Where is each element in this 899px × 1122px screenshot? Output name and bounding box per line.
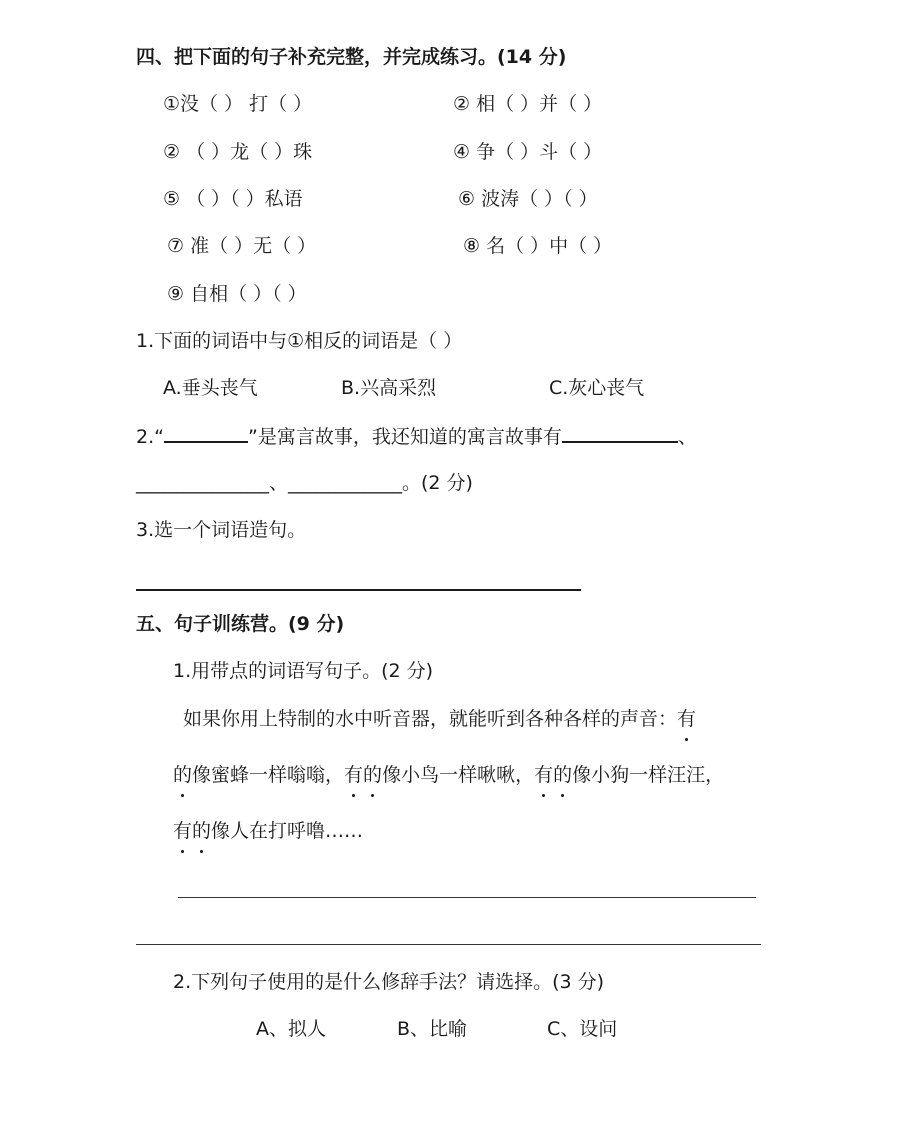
idiom-item-8: ⑧ 名（ ）中（ ）	[463, 235, 613, 257]
dotted-word: 有	[173, 820, 193, 842]
question-3-stem: 3.选一个词语造句。	[136, 519, 307, 541]
option-a[interactable]: A.垂头丧气	[163, 377, 258, 399]
idiom-item-6: ⑥ 波涛（ ）（ ）	[458, 188, 598, 210]
passage-text: 像人在打呼噜……	[211, 820, 364, 842]
fable-answer-blank-3[interactable]: ____________	[288, 472, 403, 494]
rhetoric-option-c[interactable]: C、设问	[547, 1018, 618, 1040]
passage-text: 如果你用上特制的水中听音器，就能听到各种各样的声音：	[183, 708, 678, 730]
sentence-answer-line[interactable]	[136, 589, 581, 591]
answer-line-2[interactable]	[136, 944, 761, 945]
idiom-item-2: ② 相（ ）并（ ）	[453, 93, 603, 115]
idiom-item-4: ④ 争（ ）斗（ ）	[453, 141, 603, 163]
question-2-separator-2: 、	[269, 472, 289, 494]
passage-line-2	[173, 762, 724, 788]
question-1-stem: 1.下面的词语中与①相反的词语是（ ）	[136, 330, 463, 352]
dotted-word: 有	[344, 764, 364, 786]
fable-name-blank[interactable]	[164, 423, 248, 443]
dotted-word: 的	[363, 764, 383, 786]
idiom-item-9: ⑨ 自相（ ）（ ）	[167, 283, 307, 305]
idiom-item-7: ⑦ 准（ ）无（ ）	[167, 235, 317, 257]
dotted-word: 有	[677, 708, 697, 730]
question-2-text: ”是寓言故事，我还知道的寓言故事有	[247, 426, 562, 448]
passage-line-1	[183, 706, 696, 732]
passage-text: 像蜜蜂一样嗡嗡，	[192, 764, 345, 786]
passage-text: 像小鸟一样啾啾，	[382, 764, 535, 786]
question-2-open-quote: 2.“	[136, 426, 164, 448]
question-2-separator: 、	[677, 426, 697, 448]
idiom-item-5: ⑤ （ ）（ ）私语	[163, 188, 303, 210]
fable-answer-blank-1[interactable]	[562, 423, 678, 443]
passage-line-3	[173, 818, 363, 844]
rhetoric-option-a[interactable]: A、拟人	[256, 1018, 326, 1040]
dotted-word: 的	[192, 820, 212, 842]
idiom-item-3: ② （ ）龙（ ）珠	[163, 141, 313, 163]
dotted-word: 的	[553, 764, 573, 786]
question-2-score: 。(2 分)	[402, 472, 473, 494]
option-c[interactable]: C.灰心丧气	[549, 377, 645, 399]
passage-text: 像小狗一样汪汪，	[572, 764, 725, 786]
section4-title: 四、把下面的句子补充完整，并完成练习。(14 分)	[136, 46, 567, 68]
question-2-line1	[136, 423, 697, 450]
dotted-word: 的	[173, 764, 193, 786]
section5-question-1-stem: 1.用带点的词语写句子。(2 分)	[173, 660, 434, 682]
question-2-line2	[136, 470, 473, 496]
answer-line-1[interactable]	[178, 897, 756, 898]
fable-answer-blank-2[interactable]: ______________	[136, 472, 269, 494]
dotted-word: 有	[534, 764, 554, 786]
rhetoric-option-b[interactable]: B、比喻	[397, 1018, 468, 1040]
section5-title: 五、句子训练营。(9 分)	[136, 613, 345, 635]
option-b[interactable]: B.兴高采烈	[341, 377, 437, 399]
section5-question-2-stem: 2.下列句子使用的是什么修辞手法？请选择。(3 分)	[173, 971, 605, 993]
idiom-item-1: ①没（ ） 打（ ）	[163, 93, 313, 115]
